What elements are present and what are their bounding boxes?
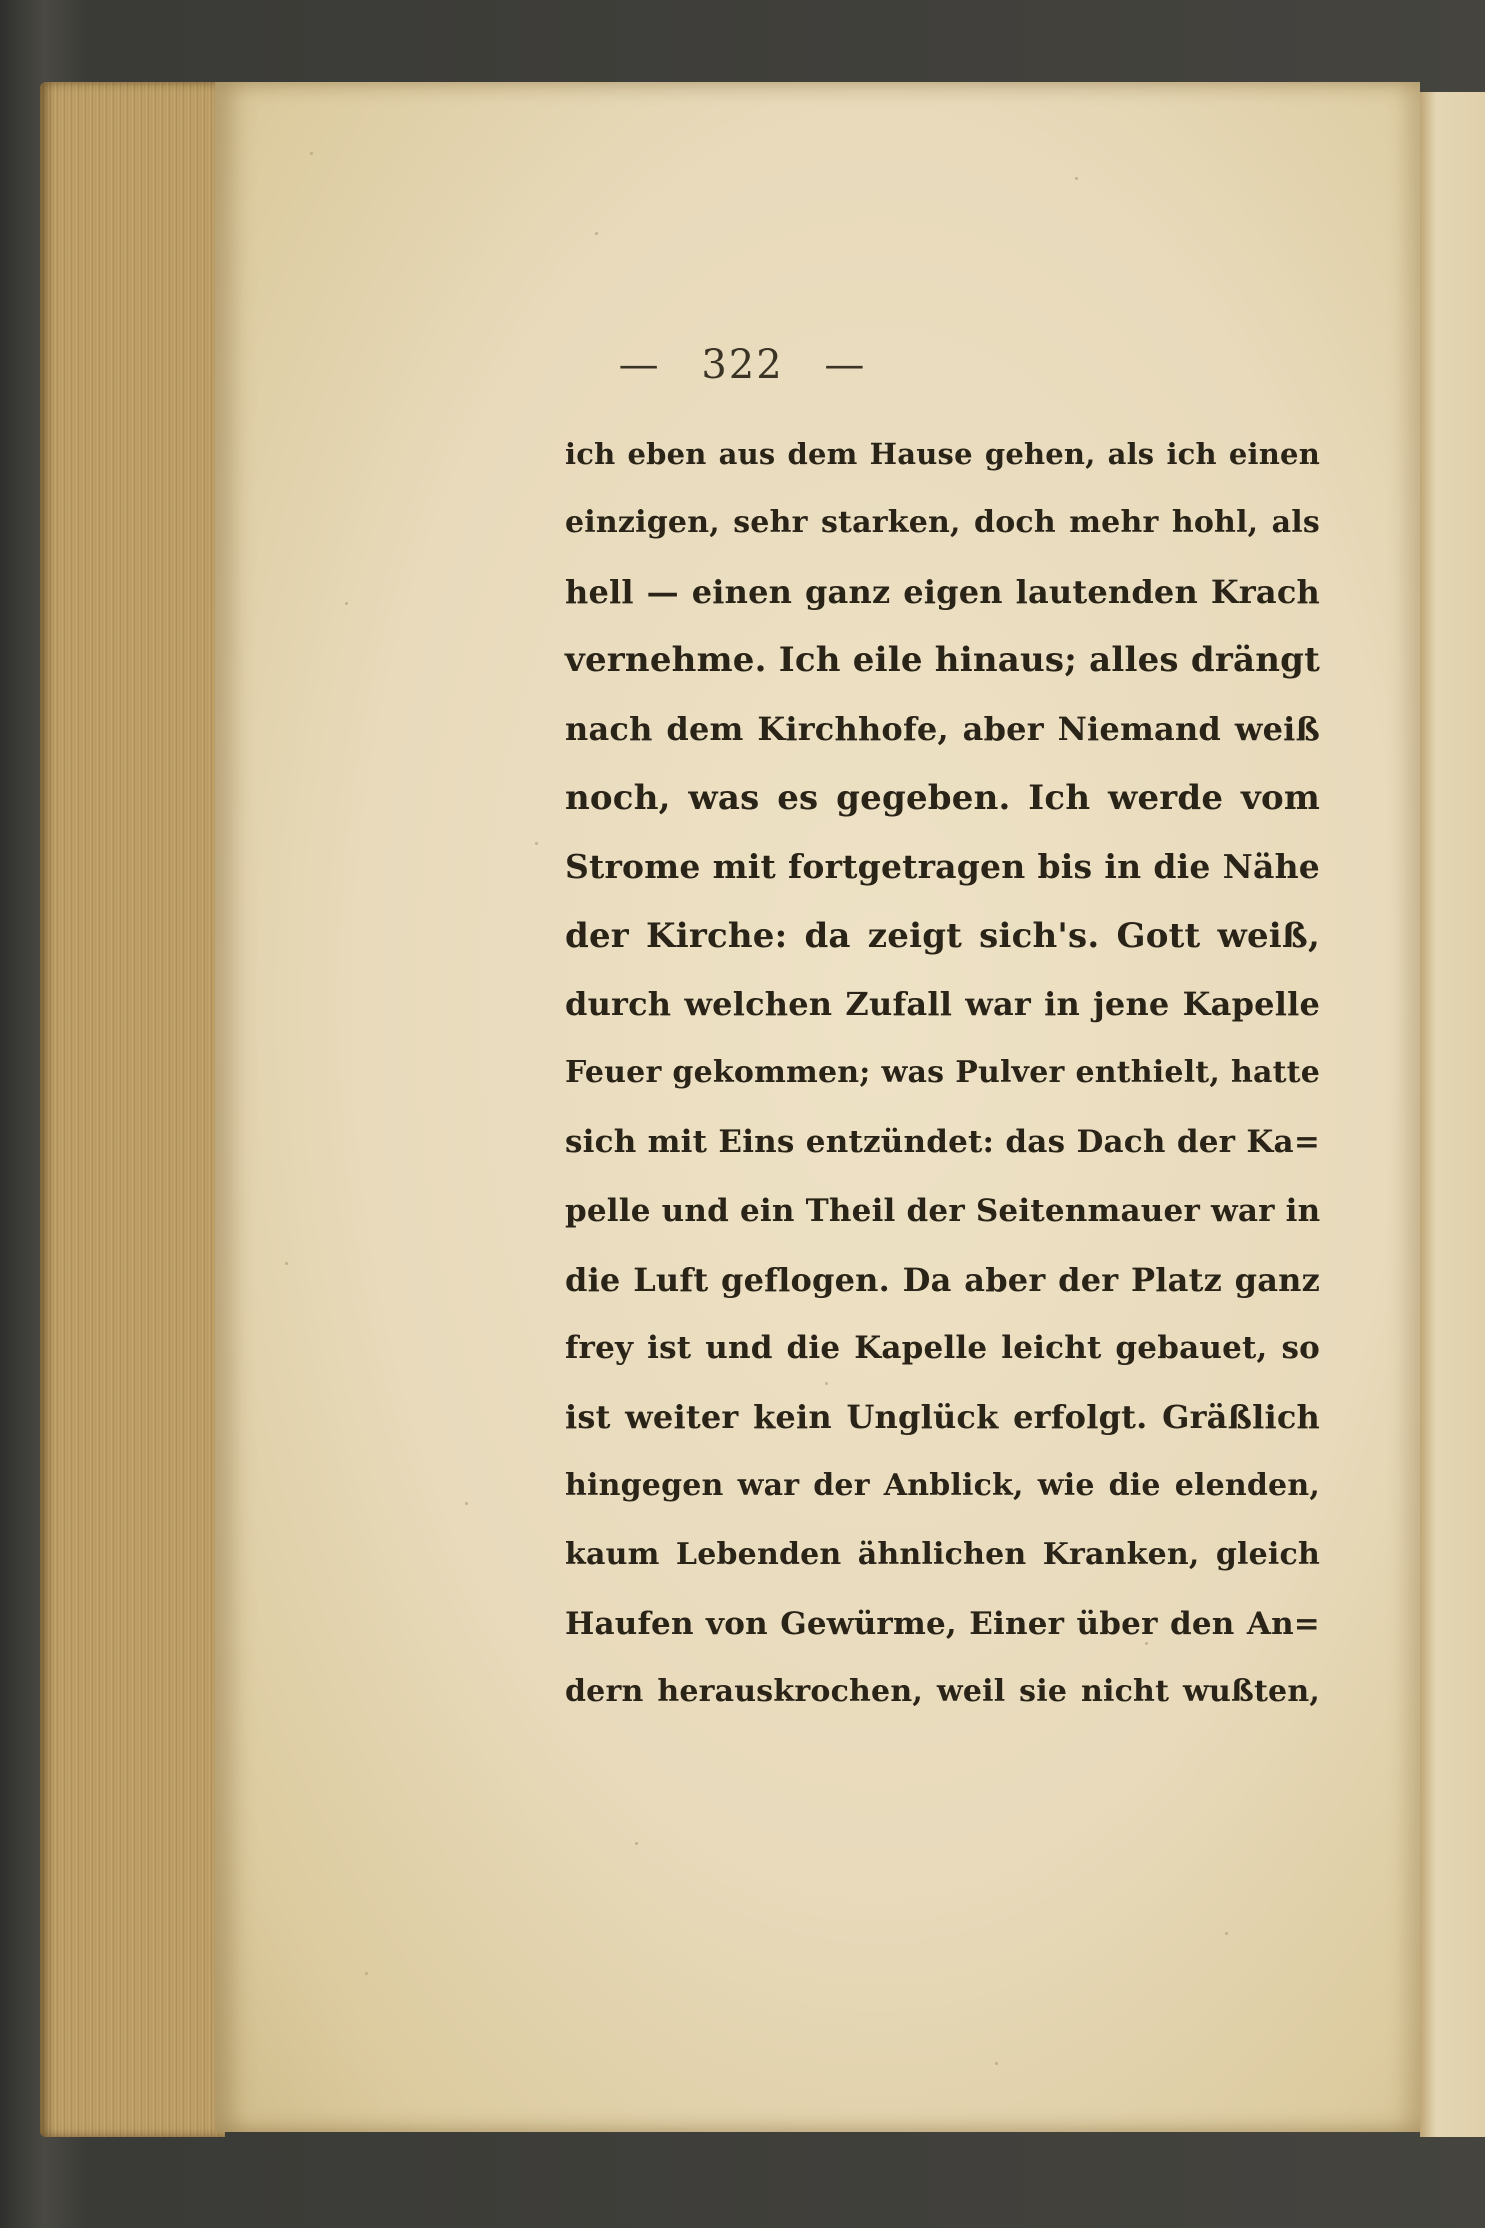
facing-page-edge — [1420, 92, 1485, 2137]
page-number-header — [0, 342, 1485, 388]
text-line: der Kirche: da zeigt sich's. Gott weiß, — [565, 915, 1320, 956]
page-number: 322 — [701, 342, 784, 388]
text-line: pelle und ein Theil der Seitenmauer war in — [565, 1192, 1321, 1229]
text-line: durch welchen Zufall war in jene Kapelle — [565, 985, 1320, 1024]
text-line: ist weiter kein Unglück erfolgt. Gräßlich — [565, 1398, 1320, 1437]
text-line: vernehme. Ich eile hinaus; alles drängt — [565, 640, 1320, 681]
text-line: Haufen von Gewürme, Einer über den An= — [565, 1605, 1320, 1642]
text-line: noch, was es gegeben. Ich werde vom — [565, 777, 1320, 818]
body-text — [565, 420, 1320, 1727]
text-line: Strome mit fortgetragen bis in die Nähe — [565, 846, 1320, 886]
header-dash-left: — — [618, 342, 661, 388]
text-line: einzigen, sehr starken, doch mehr hohl, als — [565, 504, 1320, 540]
text-line: frey ist und die Kapelle leicht gebauet, so — [565, 1330, 1320, 1367]
text-line: hingegen war der Anblick, wie die elenden, — [565, 1467, 1320, 1503]
header-dash-right: — — [824, 342, 867, 388]
text-line: kaum Lebenden ähnlichen Kranken, gleich — [565, 1536, 1320, 1572]
text-line: hell — einen ganz eigen lautenden Krach — [565, 572, 1320, 611]
text-line: ich eben aus dem Hause gehen, als ich einen — [565, 437, 1320, 471]
text-line: sich mit Eins entzündet: das Dach der Ka= — [565, 1123, 1320, 1160]
text-line: dern herauskrochen, weil sie nicht wußten, — [565, 1674, 1320, 1710]
text-line: Feuer gekommen; was Pulver enthielt, hatte — [565, 1055, 1320, 1091]
text-line: nach dem Kirchhofe, aber Niemand weiß — [565, 710, 1320, 749]
page-edges — [40, 82, 225, 2137]
text-line: die Luft geflogen. Da aber der Platz ganz — [565, 1260, 1320, 1299]
